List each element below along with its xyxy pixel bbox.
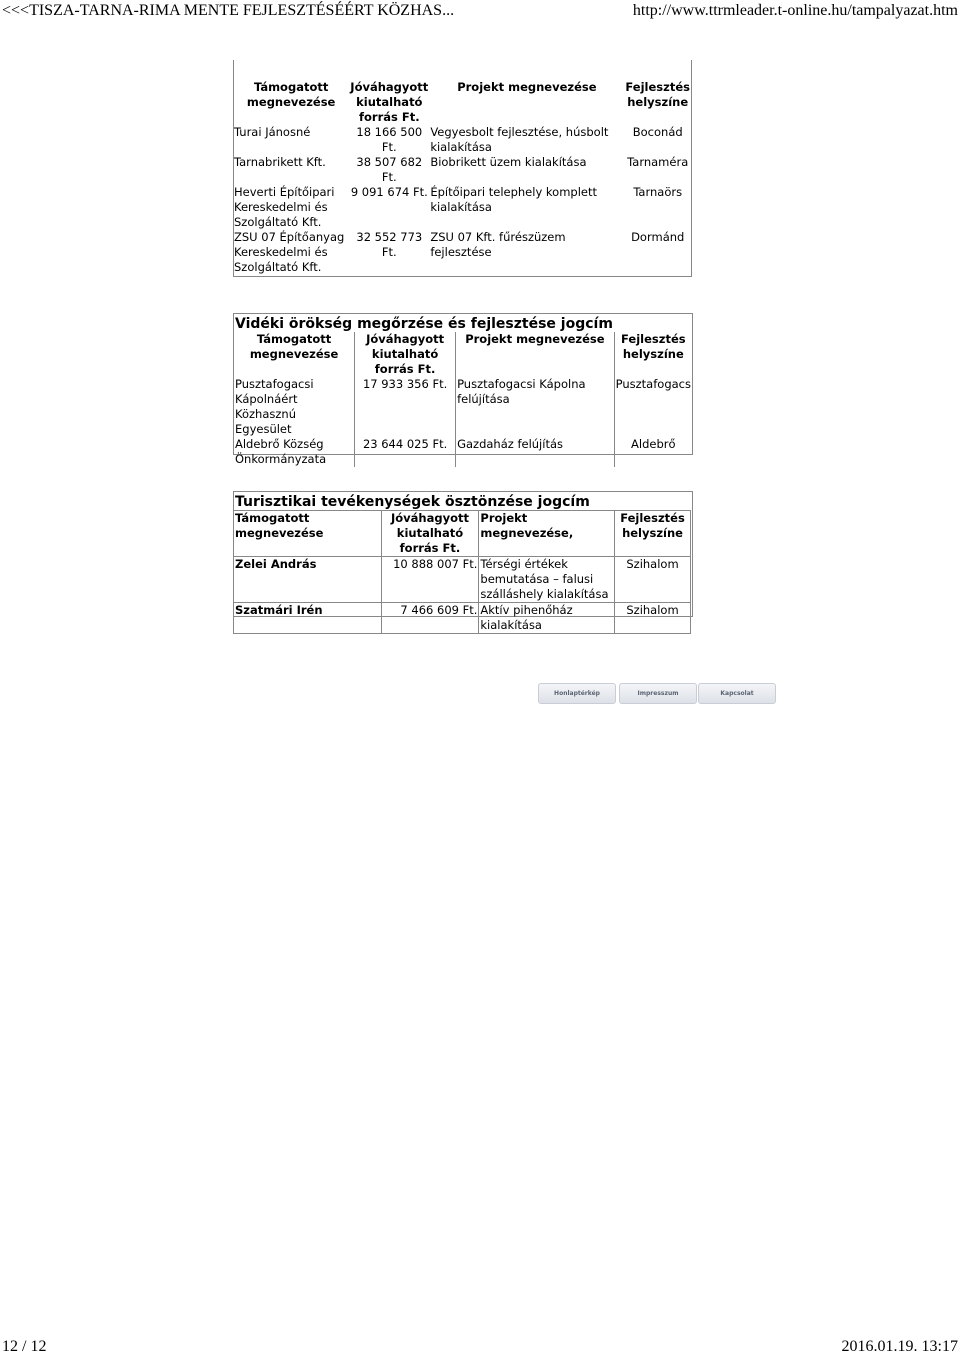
- sitemap-button[interactable]: Honlaptérkép: [538, 683, 616, 704]
- section-caption: Vidéki örökség megőrzése és fejlesztése jogcím: [235, 316, 613, 332]
- table-cell: Aldebrő: [631, 437, 676, 451]
- table-cell: 10 888 007 Ft.: [381, 557, 479, 603]
- tourism-section: [233, 491, 693, 632]
- table-header-row: [234, 511, 691, 557]
- table-cell: Szihalom: [615, 603, 691, 634]
- table-cell: 7 466 609 Ft.: [381, 603, 479, 634]
- section-caption: Turisztikai tevékenységek ösztönzése jogcím: [235, 494, 590, 510]
- table-cell: Dormánd: [631, 230, 685, 244]
- table-cell: 23 644 025 Ft.: [355, 437, 456, 467]
- table-cell: Szatmári Irén: [234, 603, 382, 634]
- table-cell: Boconád: [632, 125, 683, 139]
- heritage-table: [234, 332, 692, 467]
- column-header: Jóváhagyott kiutalható forrás Ft.: [381, 511, 479, 557]
- table-cell: ZSU 07 Építőanyag Kereskedelmi és Szolgáltató Kft.: [234, 230, 345, 274]
- table-cell: 38 507 682 Ft.: [356, 155, 423, 184]
- supported-projects-table: [233, 80, 691, 275]
- table-header-row: [234, 332, 692, 377]
- table-cell: Zelei András: [234, 557, 382, 603]
- table-cell: ZSU 07 Kft. fűrészüzem fejlesztése: [430, 230, 566, 259]
- document-title: <<<TISZA-TARNA-RIMA MENTE FEJLESZTÉSÉÉRT KÖZHAS...: [2, 2, 455, 19]
- column-header: Fejlesztés helyszíne: [615, 511, 691, 557]
- column-header: Fejlesztés helyszíne: [621, 332, 686, 361]
- table-row: [233, 155, 691, 185]
- column-header: Jóváhagyott kiutalható forrás Ft.: [350, 80, 429, 124]
- column-header: Projekt megnevezése: [456, 332, 615, 377]
- table-cell: 9 091 674 Ft.: [350, 185, 428, 199]
- column-header: Támogatott megnevezése: [246, 80, 336, 109]
- impressum-button[interactable]: Impresszum: [619, 683, 697, 704]
- table-cell: Építőipari telephely komplett kialakítása: [430, 185, 597, 214]
- column-header: Támogatott megnevezése: [234, 332, 355, 377]
- table-cell: Térségi értékek bemutatása – falusi szálláshely kialakítása: [479, 557, 615, 603]
- table-row: [233, 185, 691, 230]
- table-cell: Vegyesbolt fejlesztése, húsbolt kialakítása: [430, 125, 609, 154]
- column-header: Támogatott megnevezése: [234, 511, 382, 557]
- table-cell: Tarnabrikett Kft.: [234, 155, 326, 169]
- table-cell: Aldebrő Község Önkormányzata: [234, 437, 355, 467]
- table-cell: 18 166 500 Ft.: [356, 125, 423, 154]
- table-cell: Tarnaörs: [633, 185, 683, 199]
- table-cell: Gazdaház felújítás: [456, 437, 615, 467]
- table-cell: Pusztafogacsi Kápolna felújítása: [456, 377, 615, 437]
- table-cell: Biobrikett üzem kialakítása: [430, 155, 587, 169]
- print-datetime: 2016.01.19. 13:17: [841, 1338, 958, 1355]
- table-row: [234, 377, 692, 437]
- table-cell: Turai Jánosné: [234, 125, 311, 139]
- table-row: [233, 125, 691, 155]
- table-row: [234, 557, 691, 603]
- table-cell: Pusztafogacs: [615, 377, 691, 391]
- table-cell: Heverti Építőipari Kereskedelmi és Szolgáltató Kft.: [234, 185, 335, 229]
- column-header: Projekt megnevezése: [457, 80, 597, 94]
- tourism-table: [233, 510, 691, 634]
- contact-button[interactable]: Kapcsolat: [698, 683, 776, 704]
- table-cell: Tarnaméra: [627, 155, 689, 169]
- page-number: 12 / 12: [2, 1338, 47, 1355]
- print-header: [0, 0, 960, 24]
- table-cell: Pusztafogacsi Kápolnáért Közhasznú Egyesület: [234, 377, 355, 437]
- table-cell: Aktív pihenőház kialakítása: [479, 603, 615, 634]
- column-header: Jóváhagyott kiutalható forrás Ft.: [355, 332, 456, 377]
- table-row: [234, 437, 692, 467]
- print-footer: [0, 1338, 960, 1356]
- heritage-section: [233, 313, 693, 466]
- table-cell: Szihalom: [615, 557, 691, 603]
- table-row: [233, 230, 691, 275]
- table-row: [234, 603, 691, 634]
- table-cell: 17 933 356 Ft.: [355, 377, 456, 437]
- column-header: Fejlesztés helyszíne: [625, 80, 690, 109]
- table-header-row: [233, 80, 691, 125]
- table-cell: 32 552 773 Ft.: [356, 230, 423, 259]
- document-url: http://www.ttrmleader.t-online.hu/tampalyazat.htm: [632, 2, 958, 19]
- column-header: Projekt megnevezése,: [479, 511, 615, 557]
